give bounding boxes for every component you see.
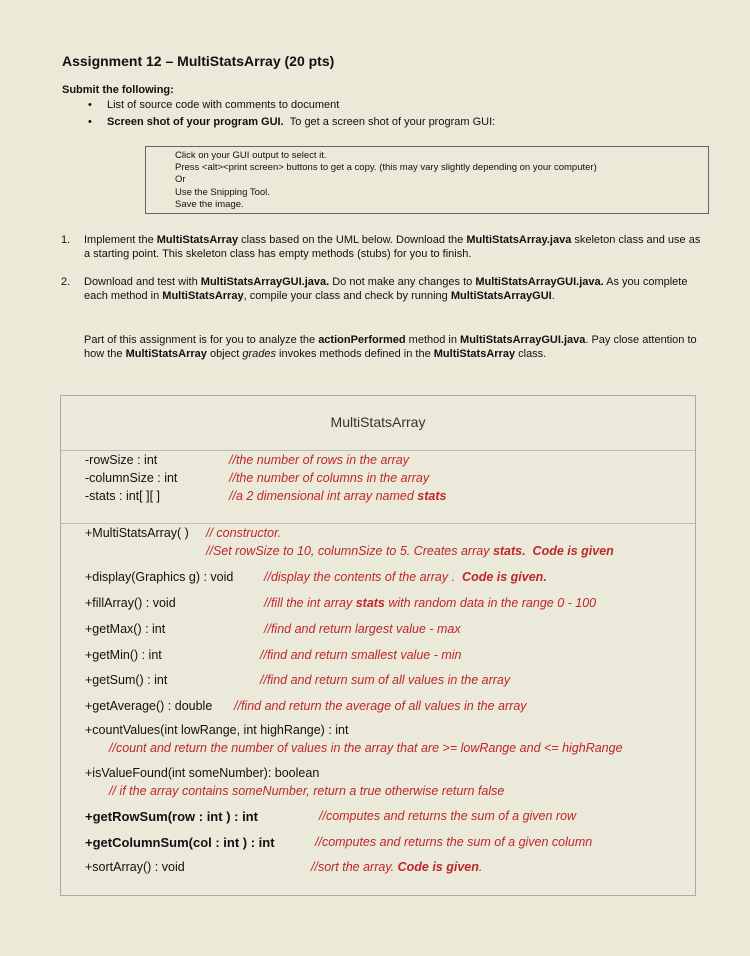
uml-method: +display(Graphics g) : void bbox=[85, 570, 234, 584]
comment-bold: stats bbox=[417, 489, 447, 503]
uml-method: +getSum() : int bbox=[85, 673, 168, 687]
comment-bold: Code is given bbox=[532, 544, 614, 558]
text: Implement the bbox=[84, 234, 157, 246]
text: . bbox=[551, 289, 555, 302]
text: Download and test with bbox=[84, 276, 201, 288]
bullet-text: List of source code with comments to document bbox=[107, 99, 340, 111]
uml-comment bbox=[264, 570, 547, 584]
step-2 bbox=[61, 276, 699, 303]
uml-comment bbox=[311, 860, 482, 874]
comment-bold: stats. bbox=[492, 544, 526, 558]
step-number: 1. bbox=[61, 234, 71, 246]
uml-comment: //count and return the number of values in the array that are >= lowRange and <= highRange bbox=[109, 741, 623, 755]
bullet-icon: • bbox=[88, 116, 92, 128]
step-1 bbox=[61, 234, 704, 261]
step-2-paragraph bbox=[84, 334, 699, 361]
uml-comment: // if the array contains someNumber, return a true otherwise return false bbox=[109, 784, 505, 798]
text-bold: actionPerformed bbox=[318, 334, 406, 346]
instruction-line: Click on your GUI output to select it. bbox=[175, 150, 327, 161]
uml-comment bbox=[264, 596, 596, 610]
text: Part of this assignment is for you to analyze the bbox=[84, 334, 319, 346]
uml-class-name: MultiStatsArray bbox=[330, 414, 426, 430]
text: method in bbox=[405, 334, 461, 346]
bullet-icon: • bbox=[88, 99, 92, 111]
bullet-text: To get a screen shot of your program GUI: bbox=[289, 116, 496, 128]
comment-text: //fill the int array bbox=[264, 596, 356, 610]
text: . Pay close attention to how the bbox=[84, 334, 697, 360]
comment-text: //sort the array. bbox=[311, 860, 398, 874]
uml-comment: //computes and returns the sum of a given column bbox=[315, 835, 593, 849]
uml-comment: //the number of rows in the array bbox=[229, 453, 409, 467]
uml-method: +getRowSum(row : int ) : int bbox=[85, 809, 258, 824]
bullet-item bbox=[88, 99, 340, 111]
uml-diagram bbox=[60, 395, 696, 896]
uml-comment bbox=[206, 544, 614, 558]
uml-field: -rowSize : int bbox=[85, 453, 158, 467]
uml-comment: // constructor. bbox=[206, 526, 282, 540]
comment-bold: Code is given bbox=[397, 860, 479, 874]
uml-constructor: +MultiStatsArray( ) bbox=[85, 526, 189, 540]
uml-method: +countValues(int lowRange, int highRange) : int bbox=[85, 723, 349, 737]
text-bold: MultiStatsArray bbox=[125, 347, 207, 360]
text: skeleton class and use as a starting point. This skeleton class has empty methods (stubs) for you to finish. bbox=[84, 234, 701, 260]
uml-field: -columnSize : int bbox=[85, 471, 178, 485]
text: object bbox=[206, 347, 243, 360]
instruction-line: Or bbox=[175, 174, 186, 186]
text-bold: MultiStatsArrayGUI bbox=[450, 289, 552, 302]
instruction-line: Save the image. bbox=[175, 198, 244, 210]
uml-comment: //computes and returns the sum of a given row bbox=[319, 809, 577, 823]
text-italic: grades bbox=[242, 347, 276, 360]
comment-text: //Set rowSize to 10, columnSize to 5. Creates array bbox=[206, 544, 493, 558]
text-bold: MultiStatsArray bbox=[433, 347, 516, 360]
uml-comment: //find and return smallest value - min bbox=[260, 648, 462, 662]
comment-text: //a 2 dimensional int array named bbox=[229, 489, 418, 503]
uml-method: +sortArray() : void bbox=[85, 860, 185, 874]
step-number: 2. bbox=[61, 276, 71, 288]
comment-text: . bbox=[478, 860, 483, 874]
uml-comment bbox=[229, 489, 446, 503]
uml-divider bbox=[61, 450, 695, 451]
instruction-line: Press <alt><print screen> buttons to get a copy. (this may vary slightly depending on your computer) bbox=[175, 162, 597, 174]
uml-method: +getMax() : int bbox=[85, 622, 166, 636]
comment-bold: stats bbox=[355, 596, 385, 610]
uml-field: -stats : int[ ][ ] bbox=[85, 489, 161, 503]
uml-method: +getColumnSum(col : int ) : int bbox=[85, 835, 275, 850]
uml-method: +getAverage() : double bbox=[85, 699, 213, 713]
text-bold: MultiStatsArray bbox=[156, 234, 239, 246]
uml-method: +getMin() : int bbox=[85, 648, 162, 662]
comment-bold: Code is given. bbox=[462, 570, 547, 584]
instruction-line: Use the Snipping Tool. bbox=[175, 186, 270, 198]
uml-method: +isValueFound(int someNumber): boolean bbox=[85, 766, 320, 780]
screenshot-instructions-box bbox=[145, 146, 709, 214]
bullet-text-bold: Screen shot of your program GUI. bbox=[107, 116, 284, 128]
text-bold: MultiStatsArrayGUI.java. bbox=[475, 276, 604, 288]
uml-comment: //find and return sum of all values in the array bbox=[260, 673, 511, 687]
text-bold: MultiStatsArray.java bbox=[466, 234, 572, 246]
text: class. bbox=[515, 347, 547, 360]
uml-method: +fillArray() : void bbox=[85, 596, 176, 610]
comment-text: with random data in the range 0 - 100 bbox=[384, 596, 597, 610]
text: invokes methods defined in the bbox=[276, 347, 434, 360]
text-bold: MultiStatsArrayGUI.java. bbox=[200, 276, 330, 288]
comment-text: //display the contents of the array . bbox=[264, 570, 459, 584]
uml-divider bbox=[61, 523, 695, 524]
submit-heading: Submit the following: bbox=[62, 84, 174, 96]
uml-comment: //the number of columns in the array bbox=[229, 471, 430, 485]
text: , compile your class and check by running bbox=[243, 289, 451, 302]
uml-comment: //find and return the average of all values in the array bbox=[234, 699, 527, 713]
uml-comment: //find and return largest value - max bbox=[264, 622, 461, 636]
text: Do not make any changes to bbox=[329, 276, 476, 288]
page-title: Assignment 12 – MultiStatsArray (20 pts) bbox=[62, 53, 335, 69]
text-bold: MultiStatsArrayGUI.java bbox=[460, 334, 586, 346]
bullet-item bbox=[88, 116, 496, 128]
text: As you complete each method in bbox=[84, 276, 688, 302]
text-bold: MultiStatsArray bbox=[162, 289, 244, 302]
text: class based on the UML below. Download the bbox=[238, 234, 467, 246]
